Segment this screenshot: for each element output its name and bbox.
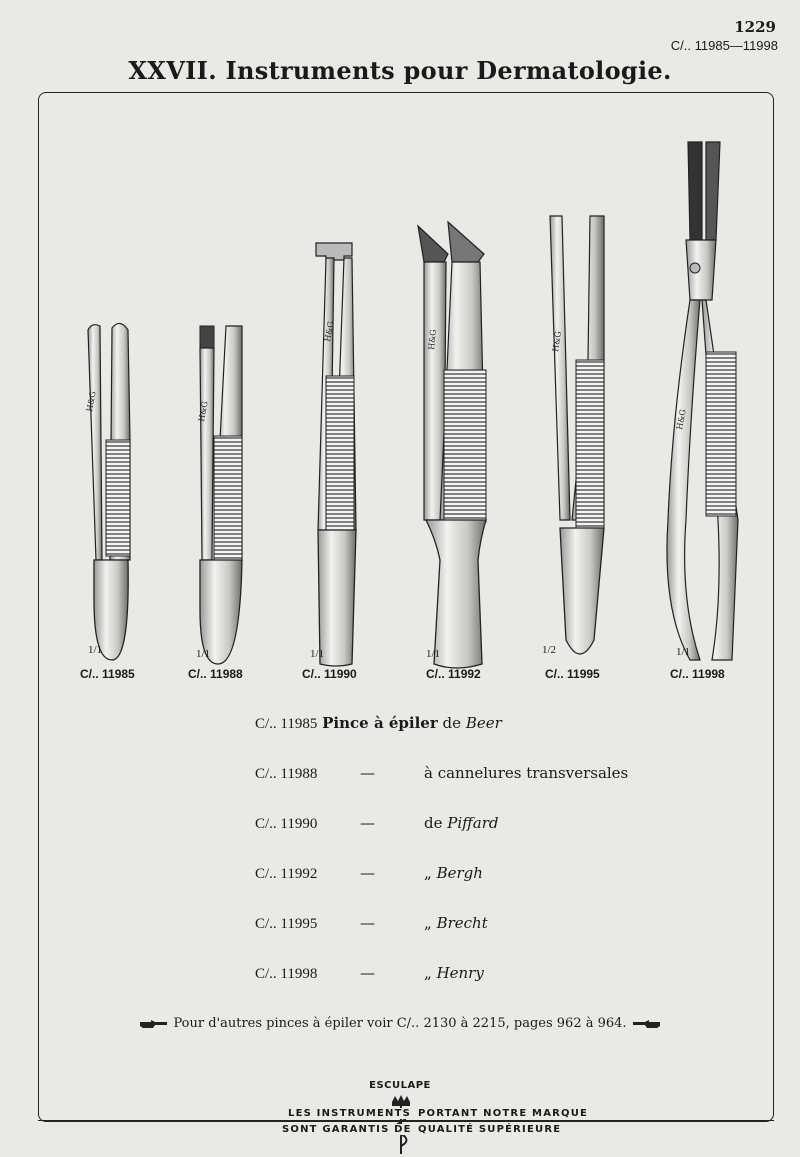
figure-label: C/.. 11992: [426, 667, 481, 681]
instrument-description: à cannelures transversales: [424, 764, 629, 782]
instrument-mark: H&G: [551, 330, 563, 353]
grip-ridges: [576, 360, 604, 528]
ditto-dash: —: [360, 764, 375, 782]
figure-scale: 1/2: [542, 644, 557, 656]
ditto-mark: „: [424, 914, 432, 932]
catalog-number: C/.. 11990: [255, 816, 318, 832]
catalog-number: C/.. 11992: [255, 866, 318, 882]
figure-scale: 1/1: [676, 646, 691, 658]
legend-author: [424, 964, 484, 982]
cross-reference-text: Pour d'autres pinces à épiler voir C/.. 2130 à 2215, pages 962 à 964.: [173, 1016, 627, 1031]
catalog-number: C/.. 11995: [255, 916, 318, 932]
figure-label: C/.. 11990: [302, 667, 357, 681]
page-number: 1229: [734, 18, 776, 36]
cross-reference-note: [0, 1016, 800, 1031]
preposition: de: [424, 814, 443, 832]
tweezers-11995-drawing: [550, 216, 604, 654]
legend-author: [424, 814, 499, 832]
author-name: Henry: [436, 964, 484, 982]
ditto-mark: „: [424, 864, 432, 882]
figure-label: C/.. 11995: [545, 667, 600, 681]
legend-row: [255, 964, 317, 983]
page-range: C/.. 11985—11998: [670, 38, 778, 53]
grip-ridges: [106, 440, 130, 556]
tweezers-11988-drawing: [200, 326, 242, 664]
brand-name: ESCULAPE: [369, 1080, 431, 1091]
legend-row: [255, 814, 317, 833]
figure-scale: 1/1: [196, 648, 211, 660]
catalog-number: C/.. 11985: [255, 716, 318, 732]
footer-left-line2: SONT GARANTIS DE: [282, 1124, 412, 1135]
footer-right-line2: QUALITÉ SUPÉRIEURE: [418, 1124, 562, 1135]
ditto-dash: —: [360, 964, 375, 982]
legend-row: [255, 714, 502, 733]
instrument-mark: H&G: [323, 320, 336, 343]
figure-label: C/.. 11998: [670, 667, 725, 681]
instrument-mark: H&G: [85, 390, 98, 413]
preposition: de: [442, 714, 462, 732]
author-name: Beer: [465, 714, 502, 732]
grip-ridges: [214, 436, 242, 560]
footer-rule: [38, 1120, 774, 1121]
figure-scale: 1/1: [88, 644, 103, 656]
legend-author: [424, 864, 483, 882]
instrument-mark: H&G: [675, 408, 688, 431]
ditto-dash: —: [360, 864, 375, 882]
grip-ridges: [706, 352, 736, 516]
instrument-mark: H&G: [197, 400, 210, 423]
legend-row: [255, 764, 317, 783]
instrument-mark: H&G: [427, 328, 438, 351]
tweezers-11998-drawing: [667, 142, 738, 660]
figure-scale: 1/1: [310, 648, 325, 660]
footer-left-line1: LES INSTRUMENTS: [288, 1108, 411, 1119]
legend-row: [255, 864, 317, 883]
tweezers-11992-drawing: [418, 222, 486, 668]
footer-right-line1: PORTANT NOTRE MARQUE: [418, 1108, 589, 1119]
pointing-hand-right-icon: [139, 1019, 169, 1029]
tweezers-11985-drawing: [88, 323, 130, 660]
figure-label: C/.. 11985: [80, 667, 135, 681]
figure-scale: 1/1: [426, 648, 441, 660]
grip-ridges: [326, 376, 354, 530]
tweezers-11990-drawing: [316, 243, 356, 666]
legend-row: [255, 914, 317, 933]
author-name: Bergh: [436, 864, 483, 882]
ditto-mark: „: [424, 964, 432, 982]
catalog-number: C/.. 11998: [255, 966, 318, 982]
figure-label: C/.. 11988: [188, 667, 243, 681]
ditto-dash: —: [360, 914, 375, 932]
author-name: Piffard: [447, 814, 499, 832]
legend-author: [424, 914, 488, 932]
author-name: Brecht: [436, 914, 488, 932]
pointing-hand-left-icon: [631, 1019, 661, 1029]
catalog-number: C/.. 11988: [255, 766, 318, 782]
instrument-name: Pince à épiler: [322, 714, 438, 732]
grip-ridges: [444, 370, 486, 522]
ditto-dash: —: [360, 814, 375, 832]
page-title: XXVII. Instruments pour Dermatologie.: [128, 56, 672, 85]
